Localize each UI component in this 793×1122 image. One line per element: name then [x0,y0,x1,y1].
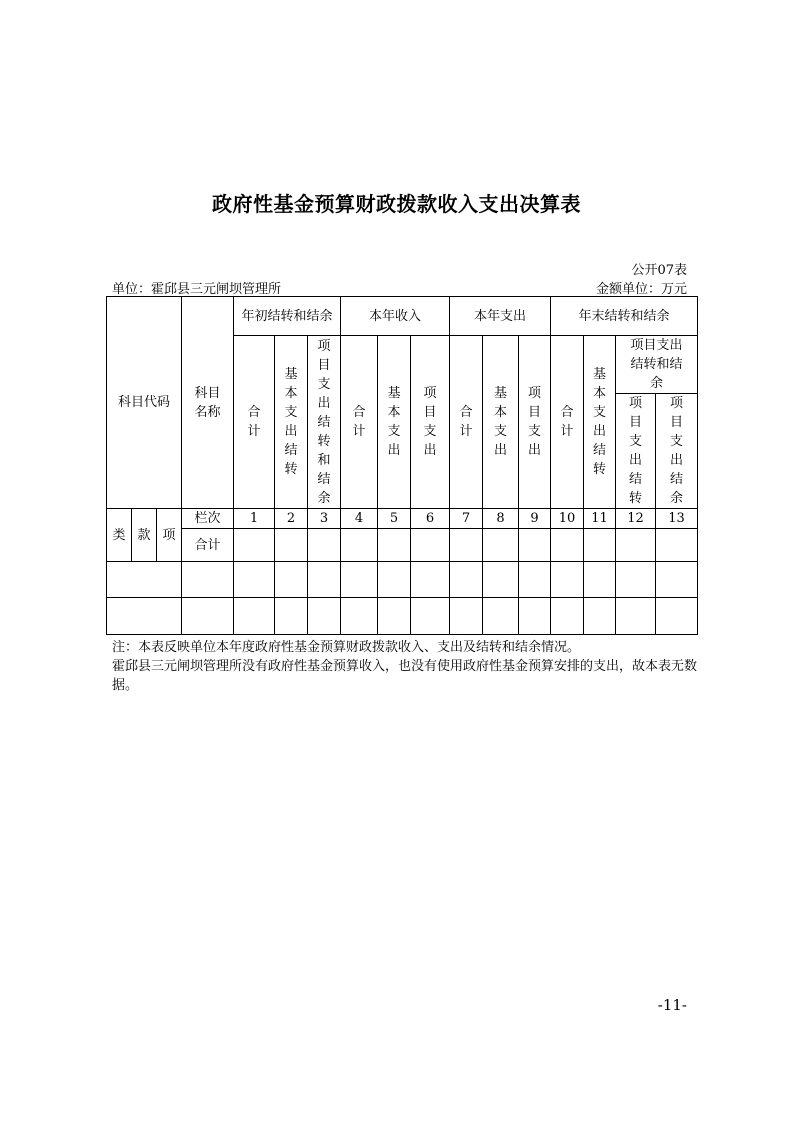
col-number-6: 6 [411,509,450,529]
table-cell [341,529,378,562]
col-number-3: 3 [308,509,341,529]
table-cell [378,562,411,598]
table-cell [341,562,378,598]
table-cell [308,529,341,562]
col-number-2: 2 [275,509,308,529]
notes [112,638,697,695]
table-cell [450,598,483,635]
header-subject-code: 科目代码 [107,297,182,509]
col-number-5: 5 [378,509,411,529]
table-cell [483,598,519,635]
table-cell [182,562,234,598]
table-cell [616,529,656,562]
header-subject-name: 科目名称 [182,297,234,509]
header-xiang: 项 [157,509,182,562]
sum-row-label: 合计 [182,529,234,562]
table-cell [584,529,616,562]
table-cell [656,598,698,635]
header-expense-basic: 基本支出 [483,336,519,509]
col-number-7: 7 [450,509,483,529]
table-cell [584,598,616,635]
unit-label: 单位：霍邱县三元闸坝管理所 [112,282,282,297]
note-line-1: 注：本表反映单位本年度政府性基金预算财政拨款收入、支出及结转和结余情况。 [112,640,581,655]
table-cell [378,598,411,635]
col-number-12: 12 [616,509,656,529]
table-cell [275,529,308,562]
header-year-income: 本年收入 [341,297,450,336]
table-cell [656,562,698,598]
header-expense-project: 项目支出 [519,336,551,509]
table-cell [234,562,275,598]
header-begin-basic: 基本支出结转 [275,336,308,509]
table-cell [519,562,551,598]
column-number-label: 栏次 [182,509,234,529]
table-cell [483,562,519,598]
table-cell [275,598,308,635]
table-cell [551,562,584,598]
header-end-basic: 基本支出结转 [584,336,616,509]
table-cell [483,529,519,562]
table-cell [656,529,698,562]
table-cell [234,529,275,562]
table-cell [616,598,656,635]
table-cell [519,598,551,635]
header-income-total: 合计 [341,336,378,509]
table-cell [616,562,656,598]
table-cell [107,598,182,635]
table-cell [234,598,275,635]
header-end-project: 项目支出结转和结余 [616,336,698,394]
table-cell [107,562,182,598]
header-end-balance: 年末结转和结余 [551,297,698,336]
col-number-4: 4 [341,509,378,529]
col-number-10: 10 [551,509,584,529]
col-number-8: 8 [483,509,519,529]
header-income-project: 项目支出 [411,336,450,509]
table-cell [275,562,308,598]
table-cell [411,598,450,635]
table-cell [584,562,616,598]
table-cell [551,598,584,635]
budget-table [106,296,698,635]
header-end-project-surplus: 项目支出结余 [656,394,698,509]
form-number: 公开07表 [631,263,687,278]
col-number-11: 11 [584,509,616,529]
header-end-project-carry: 项目支出结转 [616,394,656,509]
header-income-basic: 基本支出 [378,336,411,509]
header-lei: 类 [107,509,132,562]
table-row [107,562,698,598]
note-line-2: 霍邱县三元闸坝管理所没有政府性基金预算收入，也没有使用政府性基金预算安排的支出，故本表无数据。 [112,659,698,693]
amount-unit-label: 金额单位：万元 [595,282,687,297]
table-cell [450,562,483,598]
page-title: 政府性基金预算财政拨款收入支出决算表 [212,192,581,216]
table-row [107,598,698,635]
header-begin-project: 项目支出结转和结余 [308,336,341,509]
table-cell [308,598,341,635]
header-expense-total: 合计 [450,336,483,509]
table-cell [411,562,450,598]
header-kuan: 款 [132,509,157,562]
col-number-1: 1 [234,509,275,529]
col-number-13: 13 [656,509,698,529]
header-begin-total: 合计 [234,336,275,509]
table-cell [182,598,234,635]
table-cell [341,598,378,635]
table-cell [551,529,584,562]
header-end-total: 合计 [551,336,584,509]
header-year-expense: 本年支出 [450,297,551,336]
table-cell [378,529,411,562]
table-cell [308,562,341,598]
table-cell [411,529,450,562]
table-cell [519,529,551,562]
col-number-9: 9 [519,509,551,529]
page-number: -11- [657,996,687,1014]
table-cell [450,529,483,562]
header-begin-balance: 年初结转和结余 [234,297,341,336]
